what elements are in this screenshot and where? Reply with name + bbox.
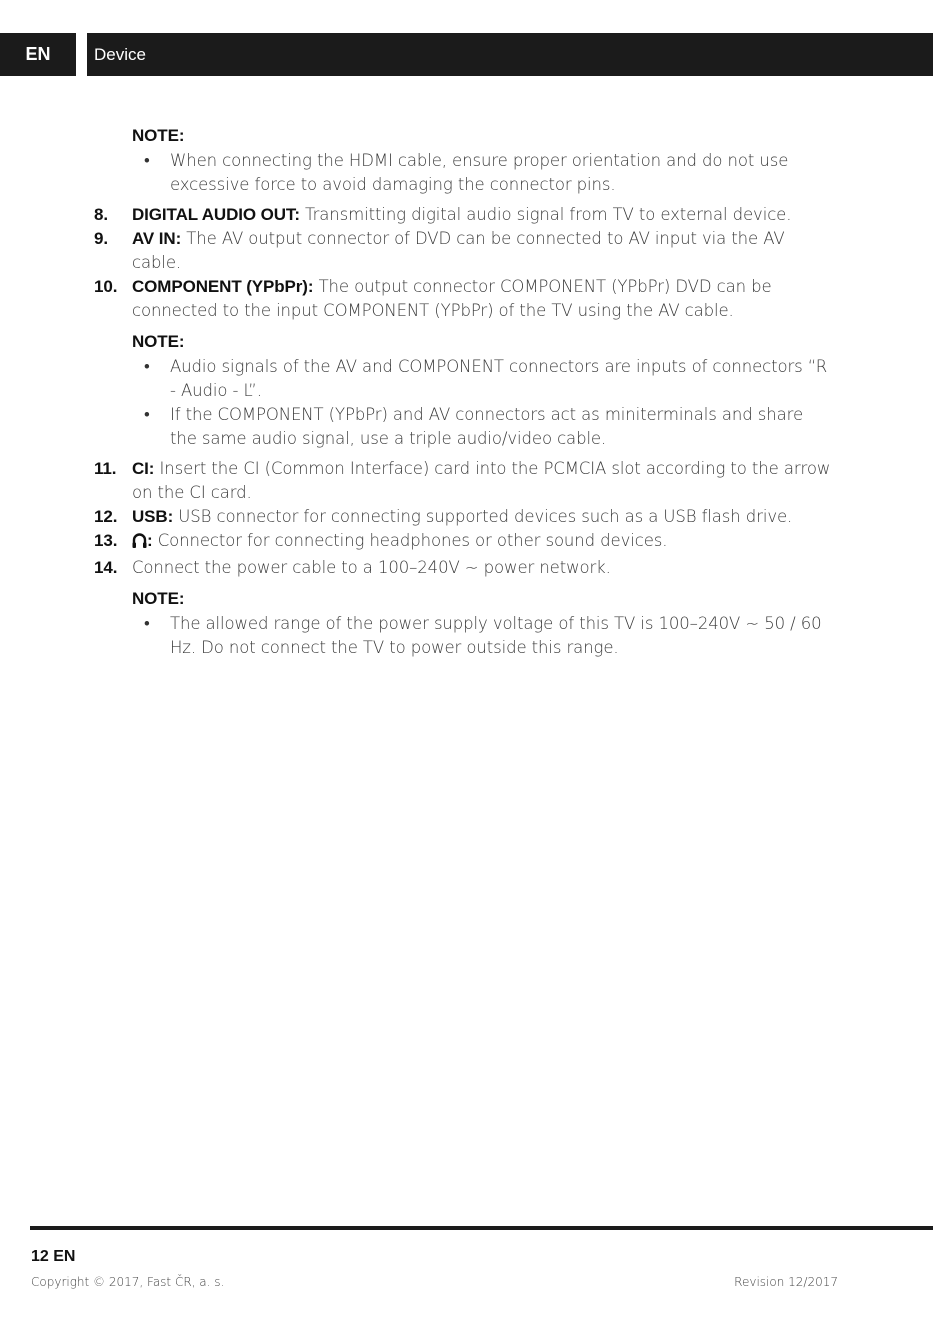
page-number: 12 EN [31, 1248, 76, 1265]
list-item-10 [0, 275, 933, 323]
item-number: 10. [94, 277, 118, 296]
revision-text: Revision 12/2017 [734, 1275, 838, 1289]
note-bullet [0, 355, 933, 403]
section-title: Device [94, 44, 146, 64]
bullet-text: The allowed range of the power supply voltage of this TV is 100–240V ~ 50 / 60 Hz. Do not connect the TV to power outside this range. [170, 614, 822, 657]
bullet-dot: • [144, 405, 150, 424]
item-term: DIGITAL AUDIO OUT: [132, 205, 300, 224]
item-text: Insert the CI (Common Interface) card into the PCMCIA slot according to the arrow on the CI card. [132, 459, 831, 502]
item-text: The output connector COMPONENT (YPbPr) DVD can be connected to the input COMPONENT (YPbPr) of the TV using the AV cable. [132, 277, 772, 320]
bullet-text: When connecting the HDMI cable, ensure proper orientation and do not use excessive force to avoid damaging the connector pins. [170, 151, 789, 194]
item-number: 9. [94, 229, 108, 248]
item-text: Transmitting digital audio signal from TV to external device. [299, 205, 792, 224]
language-tab: EN [0, 33, 76, 76]
note-title: NOTE: [132, 332, 185, 351]
item-term: : [147, 531, 153, 550]
item-text: Connector for connecting headphones or other sound devices. [152, 531, 668, 550]
item-number: 14. [94, 558, 118, 577]
list-item-8 [0, 203, 933, 227]
bullet-text: Audio signals of the AV and COMPONENT connectors are inputs of connectors “R - Audio - L”. [170, 357, 828, 400]
bullet-dot: • [144, 151, 150, 170]
item-text: Connect the power cable to a 100–240V ~ power network. [132, 558, 611, 577]
note-title: NOTE: [132, 126, 185, 145]
bullet-text: If the COMPONENT (YPbPr) and AV connectors act as miniterminals and share the same audio signal, use a triple audio/video cable. [170, 405, 804, 448]
bullet-dot: • [144, 614, 150, 633]
item-term: COMPONENT (YPbPr): [132, 277, 314, 296]
note-bullet [0, 612, 933, 660]
list-item-14 [0, 556, 933, 580]
page-content [0, 122, 933, 660]
item-term: CI: [132, 459, 155, 478]
note-bullet [0, 149, 933, 197]
list-item-12 [0, 505, 933, 529]
footer-divider [30, 1226, 933, 1230]
item-number: 12. [94, 507, 118, 526]
item-term: AV IN: [132, 229, 182, 248]
note-bullet [0, 403, 933, 451]
section-header [87, 33, 933, 76]
list-item-11 [0, 457, 933, 505]
headphones-icon [132, 532, 147, 556]
item-number: 11. [94, 459, 117, 478]
copyright-text: Copyright © 2017, Fast ČR, a. s. [31, 1275, 225, 1289]
item-number: 8. [94, 205, 108, 224]
item-text: USB connector for connecting supported devices such as a USB flash drive. [173, 507, 793, 526]
bullet-dot: • [144, 357, 150, 376]
note-title: NOTE: [132, 589, 185, 608]
list-item-13 [0, 529, 933, 556]
list-item-9 [0, 227, 933, 275]
item-term: USB: [132, 507, 174, 526]
item-text: The AV output connector of DVD can be connected to AV input via the AV cable. [132, 229, 785, 272]
item-number: 13. [94, 531, 118, 550]
